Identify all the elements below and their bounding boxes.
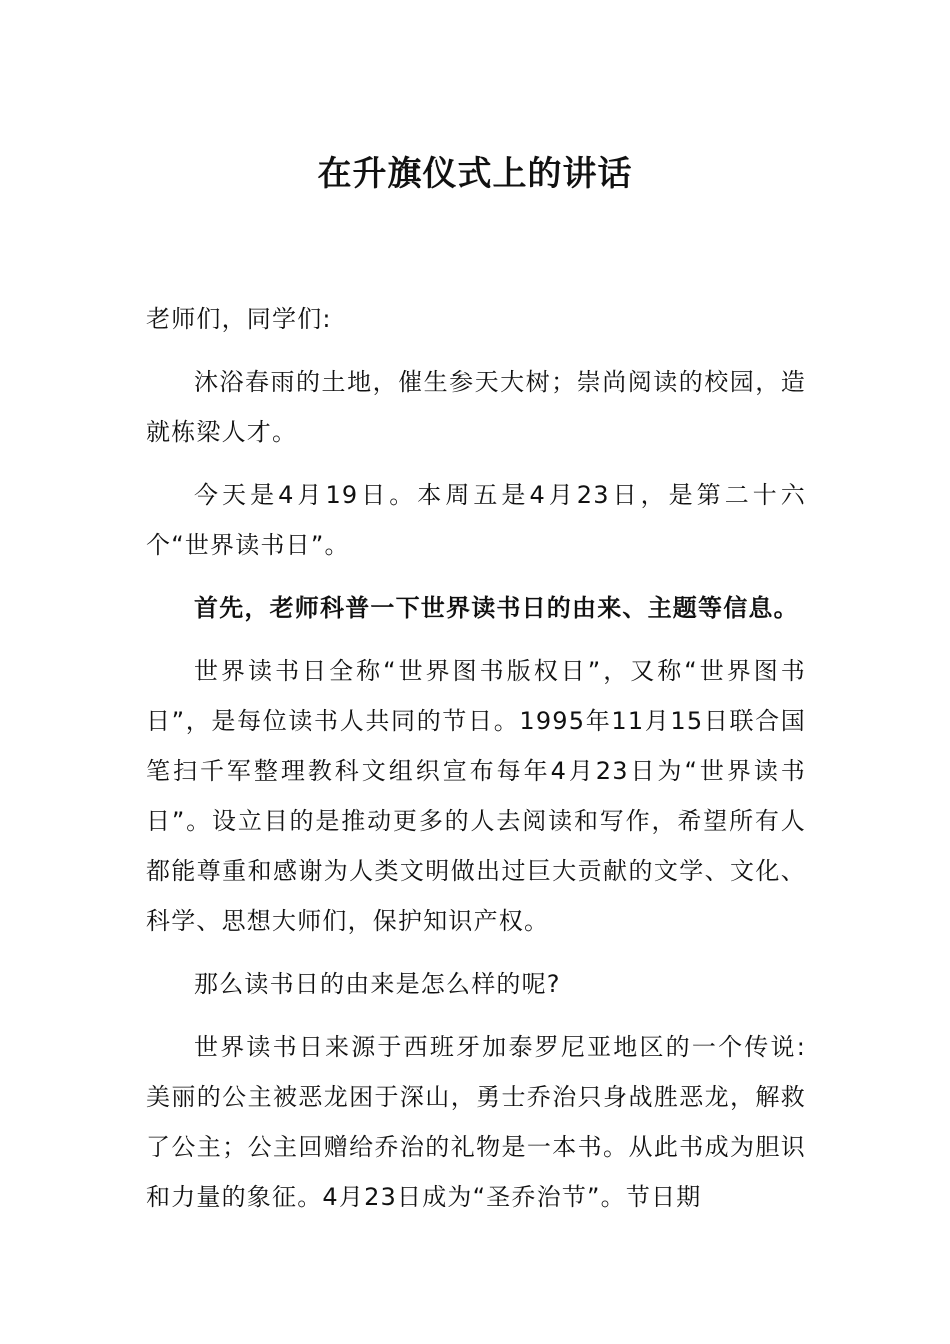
paragraph-definition: 世界读书日全称“世界图书版权日”，又称“世界图书日”，是每位读书人共同的节日。1995年11月15日联合国笔扫千军整理教科文组织宣布每年4月23日为“世界读书日”。设立目的是推动更多的人去阅读和写作，希望所有人都能尊重和感谢为人类文明做出过巨大贡献的文学、文化、科学、思想大师们，保护知识产权。 <box>146 657 806 935</box>
paragraph-greeting: 老师们，同学们: <box>146 305 332 333</box>
document-body <box>146 294 806 1235</box>
paragraph-date: 今天是4月19日。本周五是4月23日，是第二十六个“世界读书日”。 <box>146 481 806 559</box>
paragraph-opening: 沐浴春雨的土地，催生参天大树；崇尚阅读的校园，造就栋梁人才。 <box>146 368 806 446</box>
paragraph-legend: 世界读书日来源于西班牙加泰罗尼亚地区的一个传说:美丽的公主被恶龙困于深山，勇士乔治只身战胜恶龙，解救了公主；公主回赠给乔治的礼物是一本书。从此书成为胆识和力量的象征。4月23日成为“圣乔治节”。节日期 <box>146 1033 806 1211</box>
paragraph-heading: 首先，老师科普一下世界读书日的由来、主题等信息。 <box>194 594 799 622</box>
paragraph-question: 那么读书日的由来是怎么样的呢? <box>194 970 561 998</box>
document-title: 在升旗仪式上的讲话 <box>317 154 633 194</box>
